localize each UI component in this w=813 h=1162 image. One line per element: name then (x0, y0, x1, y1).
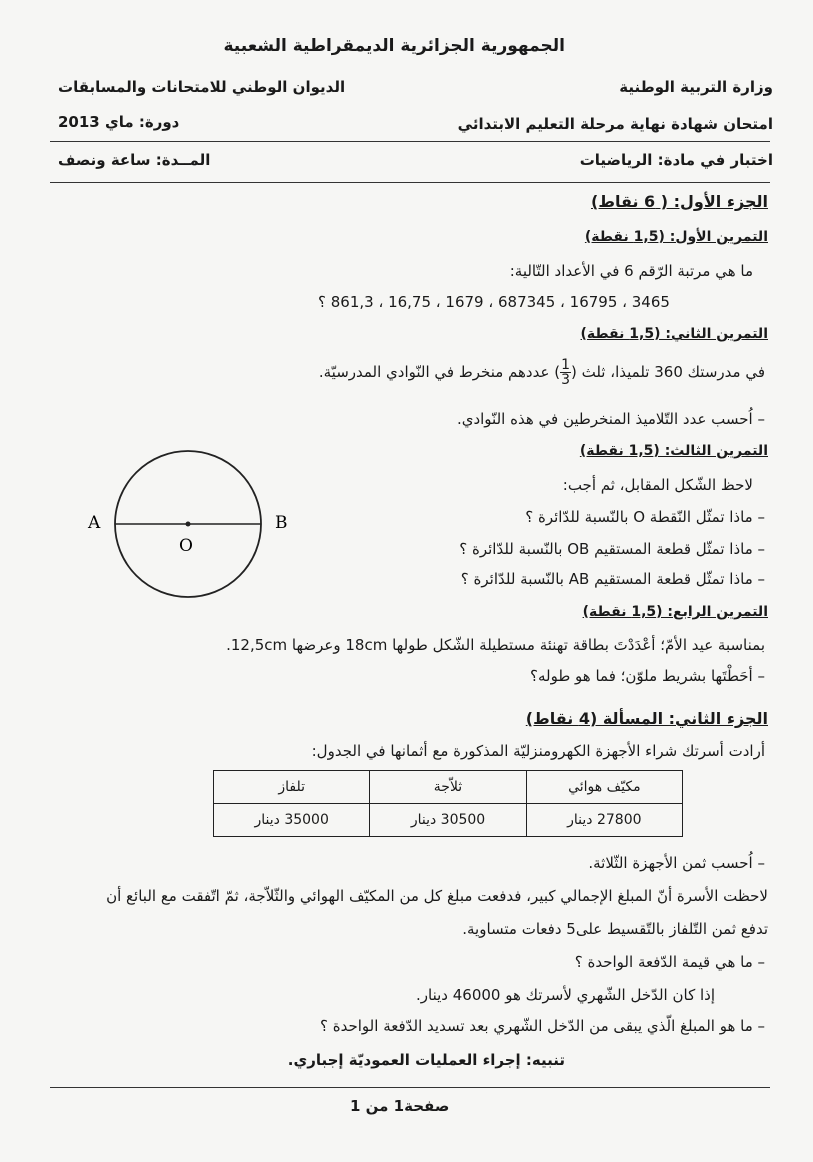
table-header-cell: تلفاز (214, 771, 370, 804)
office-name: الديوان الوطني للامتحانات والمسابقات (58, 78, 346, 96)
prices-table (213, 770, 683, 837)
table-header-cell: مكيّف هوائي (526, 771, 682, 804)
republic-title: الجمهورية الجزائرية الديمقراطية الشعبية (223, 36, 565, 56)
part2-title: الجزء الثاني: المسألة (4 نقاط) (525, 709, 768, 728)
exam-session: دورة: ماي 2013 (58, 113, 180, 131)
ex1-numbers: 3465 ، 16795 ، 687345 ، 1679 ، 16,75 ، 861,3 ؟ (318, 293, 670, 311)
ex3-title: التمرين الثالث: (1,5 نقطة) (579, 443, 768, 459)
table-header-row (214, 771, 683, 804)
part2-q2: – ما هي قيمة الدّفعة الواحدة ؟ (574, 953, 765, 971)
fraction-denominator: 3 (561, 372, 570, 388)
ex2-line1: في مدرستك 360 تلميذا، ثلث ( $\frac{1}{3}$ ) عددهم منخرط في النّوادي المدرسيّة. (318, 357, 765, 388)
header-rule-1 (50, 141, 770, 142)
page-number: صفحة1 من 1 (350, 1097, 450, 1115)
ex3-q2: – ماذا تمثّل قطعة المستقيم OB بالنّسبة للدّائرة ؟ (459, 540, 765, 558)
exam-subject: اختبار في مادة: الرياضيات (579, 151, 773, 169)
table-cell: 27800 دينار (526, 804, 682, 837)
header-rule-2 (50, 182, 770, 183)
center-point (186, 522, 191, 527)
table-cell: 35000 دينار (214, 804, 370, 837)
part2-intro: أرادت أسرتك شراء الأجهزة الكهرومنزليّة المذكورة مع أثمانها في الجدول: (311, 742, 765, 760)
table-header-cell: ثلاّجة (370, 771, 526, 804)
part1-title: الجزء الأول: ( 6 نقاط) (591, 192, 768, 211)
ex4-line1: بمناسبة عيد الأمّ؛ أعْدَدْتَ بطاقة تهنئة مستطيلة الشّكل طولها 18cm وعرضها 12,5cm. (226, 636, 765, 654)
ex3-q1: – ماذا تمثّل النّقطة O بالنّسبة للدّائرة ؟ (525, 508, 765, 526)
one-third-fraction (560, 358, 571, 387)
table-row (214, 804, 683, 837)
table-cell: 30500 دينار (370, 804, 526, 837)
part2-para3: إذا كان الدّخل الشّهري لأسرتك هو 46000 دينار. (416, 986, 715, 1004)
ministry-name: وزارة التربية الوطنية (619, 78, 773, 96)
part2-q3: – ما هو المبلغ الّذي يبقى من الدّخل الشّهري بعد تسديد الدّفعة الواحدة ؟ (320, 1017, 765, 1035)
ex2-title: التمرين الثاني: (1,5 نقطة) (580, 326, 768, 342)
label-b: B (275, 513, 288, 533)
part2-para1: لاحظت الأسرة أنّ المبلغ الإجمالي كبير، فدفعت مبلغ كل من المكيّف الهوائي والثّلاّجة، ثمّ اتّفقت مع البائع أن (106, 887, 768, 905)
ex1-question: ما هي مرتبة الرّقم 6 في الأعداد التّالية: (509, 262, 753, 280)
ex2-line1-end: عددهم منخرط في النّوادي المدرسيّة. (318, 363, 550, 381)
note: تنبيه: إجراء العمليات العموديّة إجباري. (287, 1051, 565, 1069)
label-o: O (179, 536, 193, 556)
fraction-numerator: 1 (561, 357, 570, 373)
label-a: A (88, 513, 101, 533)
ex4-question: – أحَطْتَها بشريط ملوّن؛ فما هو طوله؟ (530, 667, 765, 685)
footer-rule (50, 1087, 770, 1088)
part2-q1: – اُحسب ثمن الأجهزة الثّلاثة. (588, 854, 765, 872)
ex2-line1-start: في مدرستك 360 تلميذا، ثلث (581, 363, 765, 381)
part2-para2: تدفع ثمن التّلفاز بالتّقسيط على5 دفعات متساوية. (462, 920, 768, 938)
ex3-q3: – ماذا تمثّل قطعة المستقيم AB بالنّسبة للدّائرة ؟ (460, 570, 765, 588)
ex4-title: التمرين الرابع: (1,5 نقطة) (582, 604, 768, 620)
ex1-title: التمرين الأول: (1,5 نقطة) (584, 229, 768, 245)
circle-figure (80, 445, 300, 605)
exam-duration: المــدة: ساعة ونصف (58, 151, 211, 169)
ex3-intro: لاحظ الشّكل المقابل، ثم أجب: (562, 476, 753, 494)
ex2-question: – اُحسب عدد التّلاميذ المنخرطين في هذه النّوادي. (456, 410, 765, 428)
exam-name: امتحان شهادة نهاية مرحلة التعليم الابتدائي (457, 115, 773, 133)
